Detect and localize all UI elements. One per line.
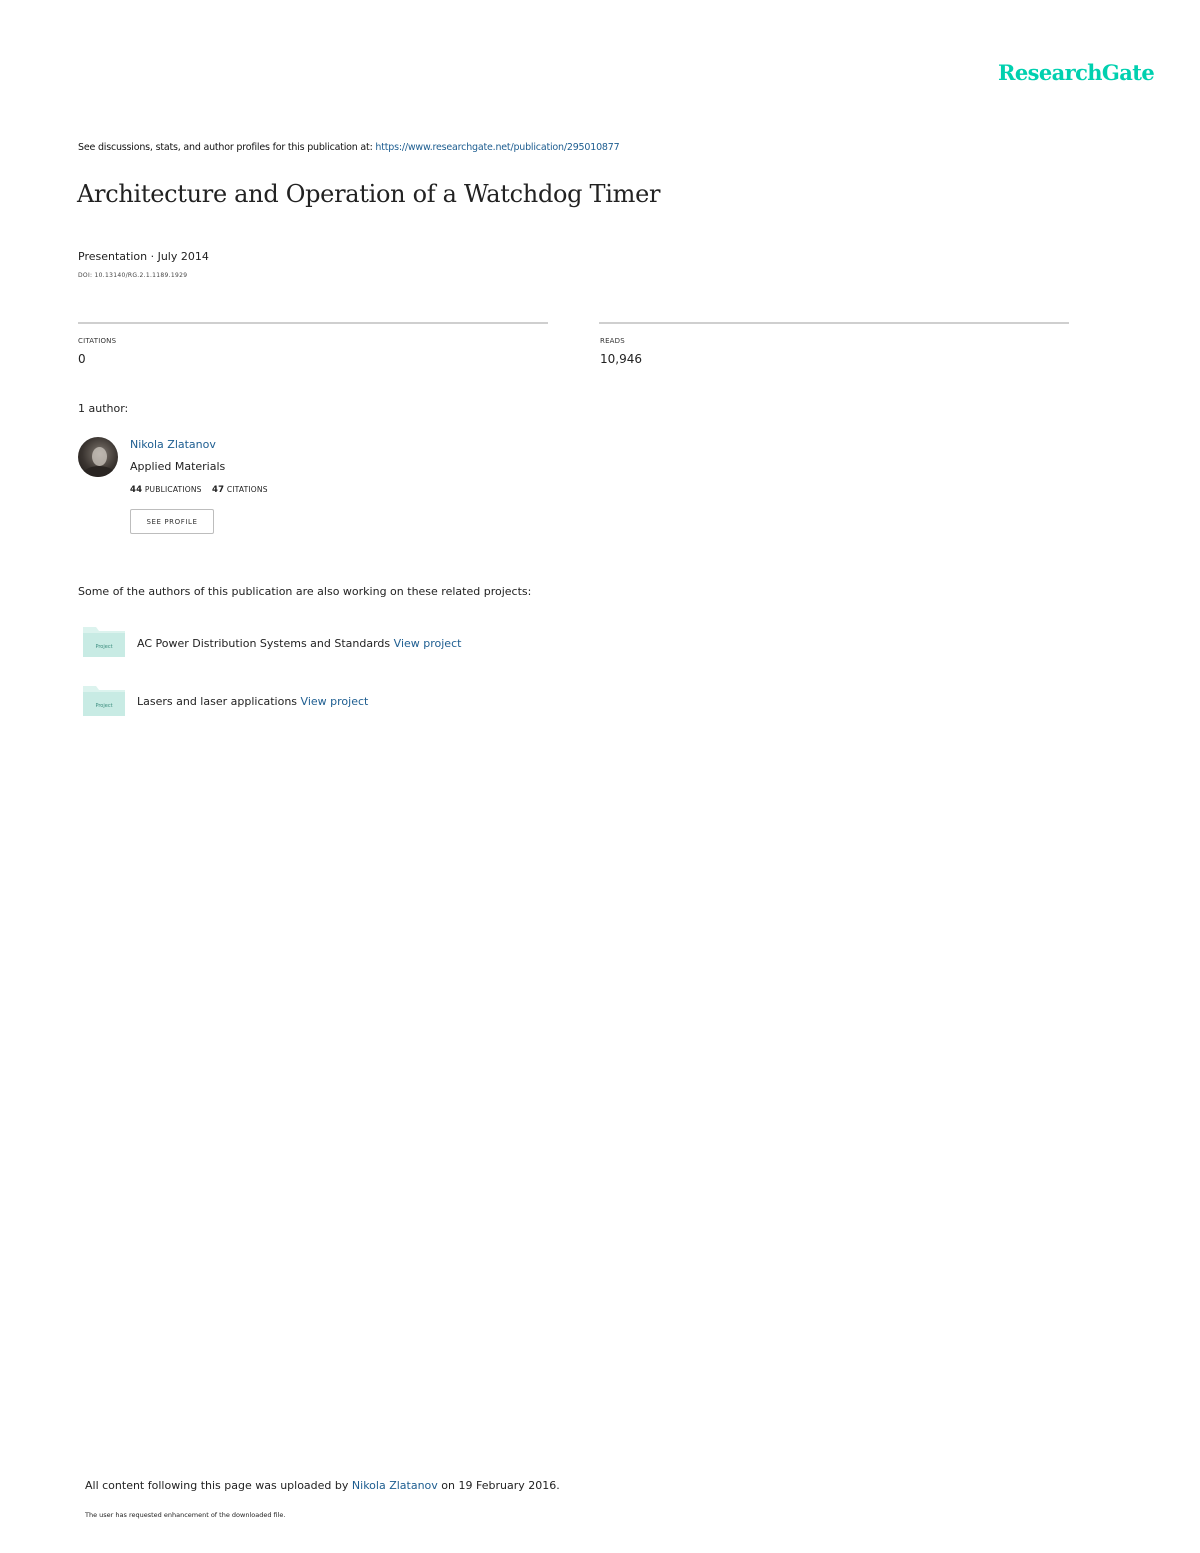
- author-name-link[interactable]: Nikola Zlatanov: [130, 438, 216, 451]
- upload-prefix: All content following this page was uploaded by: [85, 1479, 349, 1492]
- upload-suffix: on 19 February 2016.: [441, 1479, 560, 1492]
- project-folder-icon: [82, 624, 126, 658]
- author-citations-count: 47: [211, 485, 225, 495]
- reads-value: 10,946: [600, 352, 642, 366]
- author-counts: [130, 485, 268, 495]
- author-count: 1 author:: [78, 402, 129, 415]
- author-institution: Applied Materials: [130, 460, 226, 473]
- view-project-link[interactable]: View project: [300, 695, 369, 708]
- reads-label: READS: [600, 337, 625, 345]
- see-profile-button[interactable]: SEE PROFILE: [130, 509, 214, 534]
- related-projects-intro: Some of the authors of this publication are also working on these related projects:: [78, 585, 532, 598]
- researchgate-logo[interactable]: ResearchGate: [998, 60, 1155, 85]
- project-folder-label: Project: [95, 644, 113, 650]
- author-publications-label: PUBLICATIONS: [144, 485, 202, 494]
- author-avatar[interactable]: [78, 437, 118, 477]
- view-project-link[interactable]: View project: [393, 637, 462, 650]
- reads-divider: [599, 322, 1069, 324]
- upload-notice: [85, 1479, 560, 1492]
- citations-divider: [78, 322, 548, 324]
- see-discussions-line: [78, 142, 619, 153]
- project-folder-icon: [82, 683, 126, 717]
- publication-type-date: Presentation · July 2014: [78, 250, 209, 263]
- publication-url-link[interactable]: https://www.researchgate.net/publication/295010877: [375, 142, 620, 153]
- uploader-link[interactable]: Nikola Zlatanov: [351, 1479, 438, 1492]
- project-folder-label: Project: [95, 703, 113, 709]
- project-name: AC Power Distribution Systems and Standards: [137, 637, 391, 650]
- citations-value: 0: [78, 352, 86, 366]
- author-publications-count: 44: [130, 485, 143, 495]
- citations-label: CITATIONS: [78, 337, 117, 345]
- publication-title: Architecture and Operation of a Watchdog Timer: [77, 180, 661, 208]
- publication-doi: DOI: 10.13140/RG.2.1.1189.1929: [78, 272, 188, 279]
- project-name: Lasers and laser applications: [137, 695, 298, 708]
- author-citations-label: CITATIONS: [226, 485, 268, 494]
- related-project-item: [137, 637, 461, 650]
- related-project-item: [137, 695, 368, 708]
- see-discussions-text: See discussions, stats, and author profiles for this publication at:: [78, 142, 373, 153]
- enhancement-note: The user has requested enhancement of the downloaded file.: [85, 1511, 286, 1519]
